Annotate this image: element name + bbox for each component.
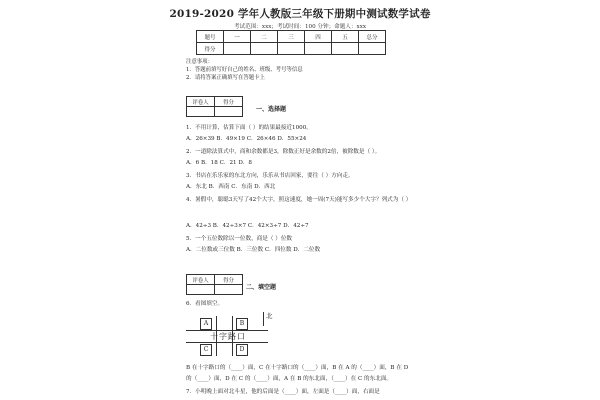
position-box-d: D [236, 344, 248, 356]
notes-item: 2．请将答案正确填写在答题卡上 [186, 75, 265, 81]
grader-score-value [215, 285, 243, 295]
grader-score-label: 得分 [215, 97, 243, 107]
crossroad-label: 十字路口 [210, 332, 246, 341]
score-cell: 得分 [197, 43, 224, 55]
position-box-c: C [200, 344, 212, 356]
position-box-a: A [200, 318, 212, 330]
score-cell [359, 43, 386, 55]
score-cell [224, 43, 251, 55]
question-options: A．42÷3 B．42÷3×7 C．42×3÷7 D．42÷7 [186, 223, 309, 229]
grader-reviewer-label: 评卷人 [187, 97, 215, 107]
question-line: 7．小明晚上面对北斗星，他的后面是（____）面，左面是（____）面，右面是 [186, 389, 380, 395]
score-table-value-row [197, 43, 386, 55]
score-cell: 二 [251, 31, 278, 43]
north-label: 北 [266, 312, 273, 320]
question-options: A．6 B．18 C．21 D．8 [186, 160, 252, 166]
question-line: 4．暑假中，聪聪3天写了42个大字，照这速度，她一周(7天)能写多少个大字？列式为（ ） [186, 197, 412, 203]
position-box-b: B [236, 318, 248, 330]
question-line: 6．看图填空。 [186, 301, 224, 307]
exam-title: 2019-2020 学年人教版三年级下册期中测试数学试卷 [169, 8, 431, 20]
notes-block [186, 58, 303, 82]
score-cell: 总分 [359, 31, 386, 43]
grader-reviewer-value [187, 107, 215, 117]
score-cell: 五 [332, 31, 359, 43]
score-cell: 四 [305, 31, 332, 43]
notes-heading: 注意事项： [186, 59, 213, 65]
question-line: 1．不用计算，估算下面（ ）的结果最接近1000。 [186, 125, 312, 131]
grader-table [186, 274, 243, 295]
section-2-label: 二、填空题 [246, 284, 277, 291]
question-line: 5．一个五位数除以一位数，商是（ ）位数 [186, 236, 293, 242]
question-options: A．26×39 B．49×19 C．26×46 D．55×24 [186, 136, 307, 142]
section-1-label: 一、选择题 [256, 106, 287, 113]
score-cell [251, 43, 278, 55]
question-options: A．二位数或三位数 B．三位数 C．四位数 D．二位数 [186, 247, 321, 253]
exam-subinfo: 考试范围：xxx；考试时间：100 分钟；命题人：xxx [233, 24, 367, 30]
grader-score-label: 得分 [215, 275, 243, 285]
score-cell [332, 43, 359, 55]
question-options: A．东北 B．西南 C．东南 D．西北 [186, 184, 276, 190]
score-cell: 一 [224, 31, 251, 43]
road-line [186, 342, 268, 343]
question-line: 2．一道除法算式中，商和余数都是3，除数正好是余数的2倍，被除数是（ ）。 [186, 149, 381, 155]
score-cell: 题号 [197, 31, 224, 43]
score-cell [278, 43, 305, 55]
score-table-header-row [197, 31, 386, 43]
north-arrow-icon [263, 312, 264, 326]
notes-item: 1．答题前填写好自己的姓名、班级、考号等信息 [186, 67, 303, 73]
question-line: 3．书店在乐乐家的东北方向，乐乐从书店回家，要往（ ）方向走。 [186, 173, 354, 179]
question-line: B 在十字路口的（____）面，C 在十字路口的（____）面，B 在 A 的（____）面，B 在 D [186, 365, 409, 371]
question-line: 的（____）面，D 在 C 的（____）面，A 在 B 的东北面，（____）在 C 的东北面。 [186, 376, 393, 382]
grader-reviewer-value [187, 285, 215, 295]
grader-reviewer-label: 评卷人 [187, 275, 215, 285]
score-cell: 三 [278, 31, 305, 43]
grader-score-value [215, 107, 243, 117]
score-cell [305, 43, 332, 55]
score-table [196, 30, 386, 55]
grader-table [186, 96, 243, 117]
